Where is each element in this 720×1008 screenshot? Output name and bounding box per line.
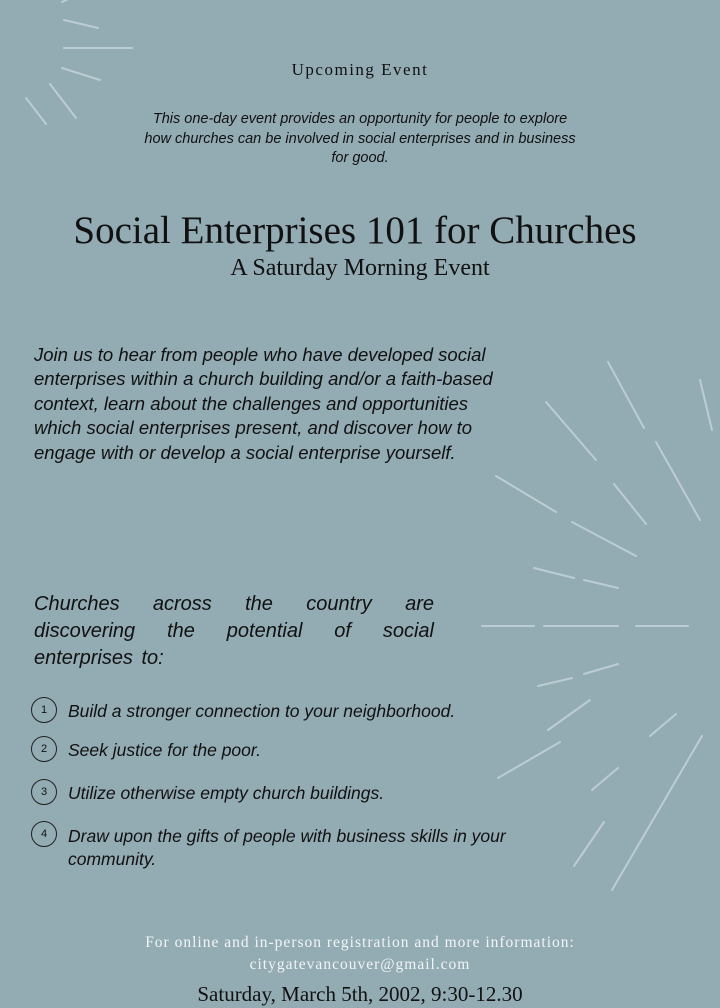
registration-text: For online and in-person registration and more information: citygatevancouver@gmail.com [145,934,575,973]
list-item [31,821,508,871]
list-item-text: Seek justice for the poor. [68,740,261,760]
event-datetime: Saturday, March 5th, 2002, 9:30-12.30 [197,982,523,1006]
list-item [31,736,528,762]
list-item-text: Build a stronger connection to your neighborhood. [68,701,456,721]
number-badge: 3 [31,779,57,805]
list-item [31,779,528,805]
list-item-text: Utilize otherwise empty church buildings. [68,783,385,803]
number-badge: 4 [31,821,57,847]
number-badge: 1 [31,697,57,723]
list-lead-in: Churches across the country are discovering the potential of social enterprises to: [34,593,434,669]
event-description: Join us to hear from people who have developed social enterprises within a church building and/or a faith-based context, learn about the challenges and opportunities which social enterprises present, and discover how to engage with or develop a social enterprise yourself. [34,344,493,463]
list-item [31,697,528,723]
number-badge: 2 [31,736,57,762]
list-item-text: Draw upon the gifts of people with business skills in your community. [68,826,506,869]
event-intro: This one-day event provides an opportunity for people to explore how churches can be involved in social enterprises and in business for good. [144,111,576,166]
event-subtitle: A Saturday Morning Event [230,255,490,281]
registration-info [0,932,720,976]
event-title: Social Enterprises 101 for Churches [73,209,637,252]
event-kicker: Upcoming Event [291,60,429,79]
